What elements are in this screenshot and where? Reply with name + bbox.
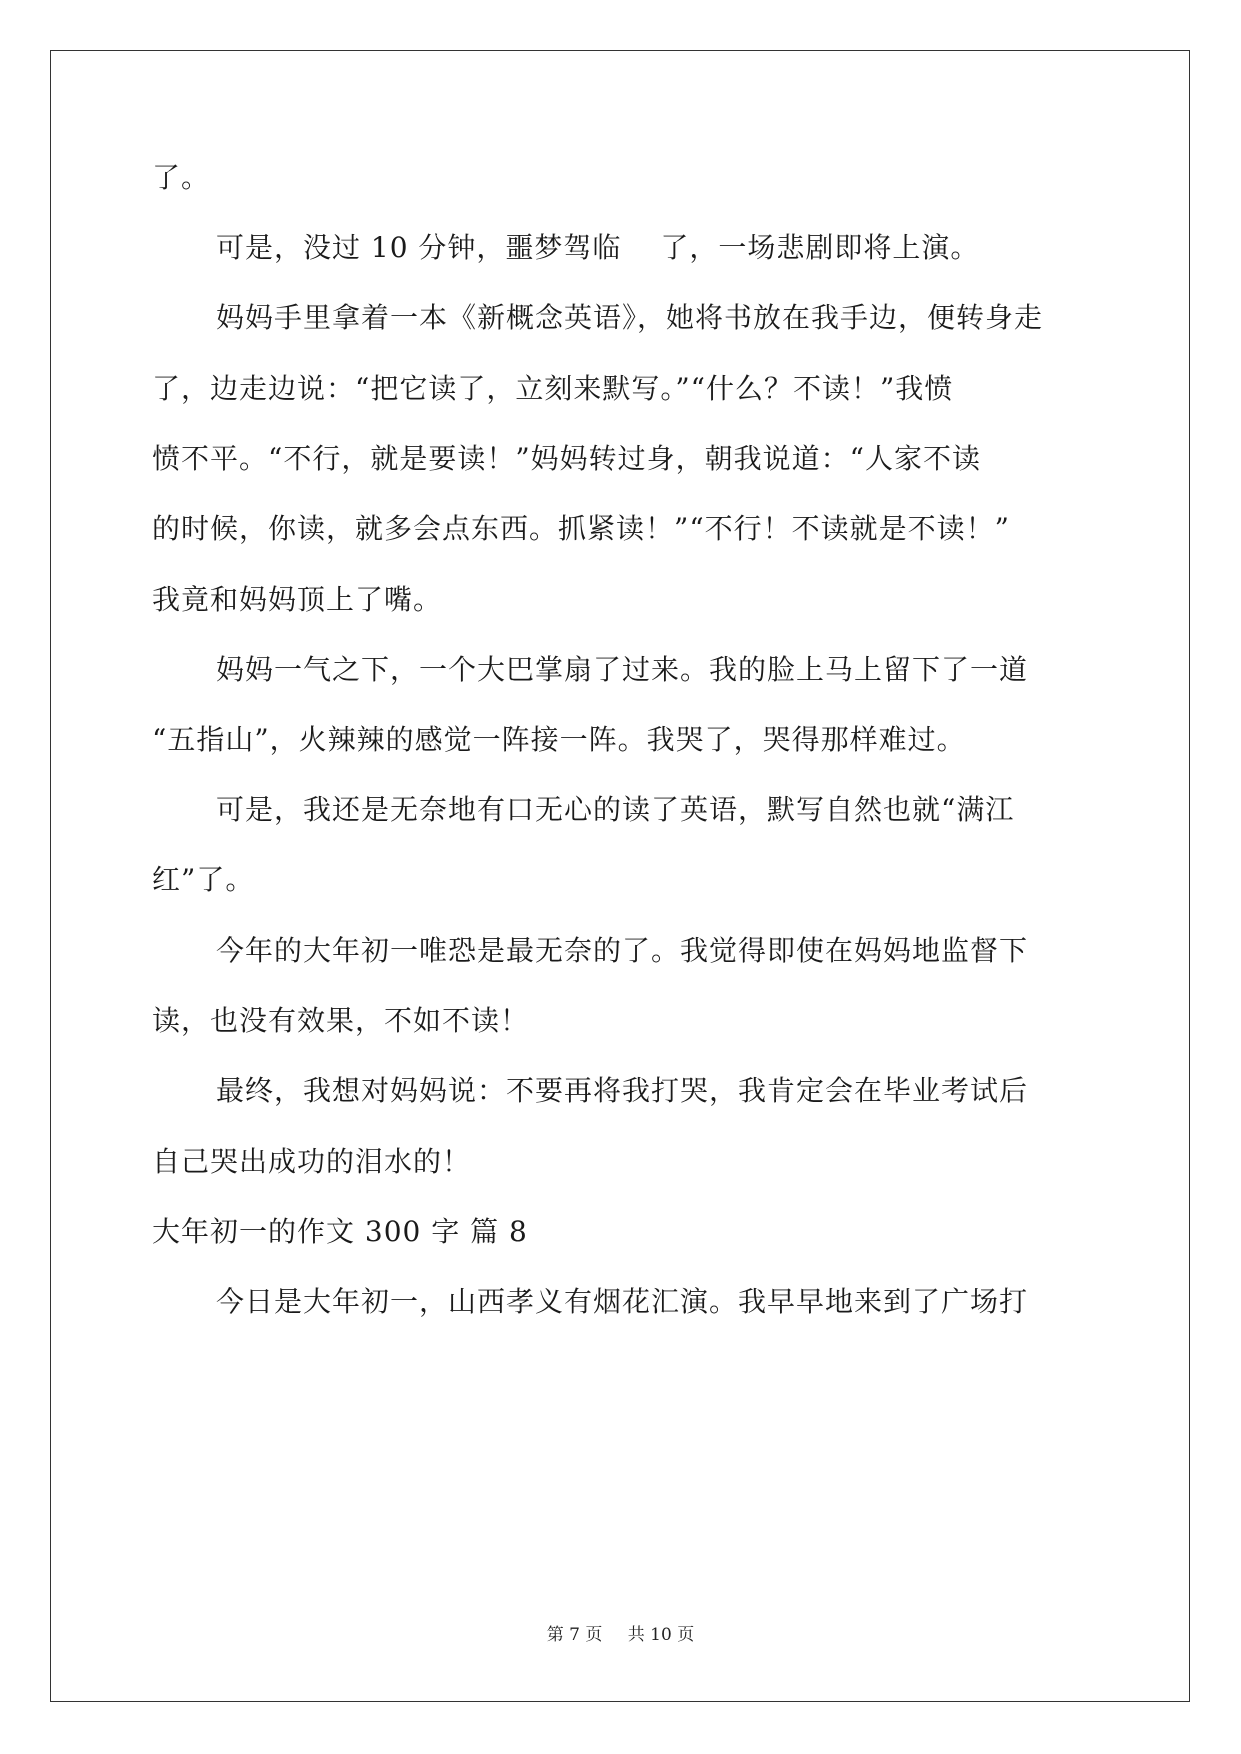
text-line: 愤不平。“不行，就是要读！”妈妈转过身，朝我说道：“人家不读 xyxy=(152,442,981,475)
text-line: 今日是大年初一，山西孝义有烟花汇演。我早早地来到了广场打 xyxy=(216,1285,1029,1318)
text-line: 了。 xyxy=(152,161,211,194)
page-total: 共 10 页 xyxy=(627,1625,695,1645)
text-line: 妈妈手里拿着一本《新概念英语》，她将书放在我手边，便转身走 xyxy=(216,301,1044,334)
text-line: 妈妈一气之下，一个大巴掌扇了过来。我的脸上马上留下了一道 xyxy=(216,653,1029,686)
text-line: 可是，我还是无奈地有口无心的读了英语，默写自然也就“满江 xyxy=(216,793,1015,826)
text-line: 我竟和妈妈顶上了嘴。 xyxy=(152,583,443,616)
page-footer xyxy=(0,1620,1241,1645)
text-line: 红”了。 xyxy=(152,863,255,896)
text-line: 最终，我想对妈妈说：不要再将我打哭，我肯定会在毕业考试后 xyxy=(216,1074,1029,1107)
text-line: 可是，没过 10 分钟，噩梦驾临 了，一场悲剧即将上演。 xyxy=(216,231,980,264)
text-line: 今年的大年初一唯恐是最无奈的了。我觉得即使在妈妈地监督下 xyxy=(216,934,1029,967)
page-number: 第 7 页 xyxy=(546,1625,603,1645)
text-line: 自己哭出成功的泪水的！ xyxy=(152,1145,472,1178)
text-line: 的时候，你读，就多会点东西。抓紧读！”“不行！不读就是不读！” xyxy=(152,512,1010,545)
text-line: 了，边走边说：“把它读了，立刻来默写。”“什么？不读！”我愤 xyxy=(152,372,954,405)
text-line: “五指山”，火辣辣的感觉一阵接一阵。我哭了，哭得那样难过。 xyxy=(152,723,966,756)
section-heading: 大年初一的作文 300 字 篇 8 xyxy=(152,1215,528,1248)
text-line: 读，也没有效果，不如不读！ xyxy=(152,1004,530,1037)
